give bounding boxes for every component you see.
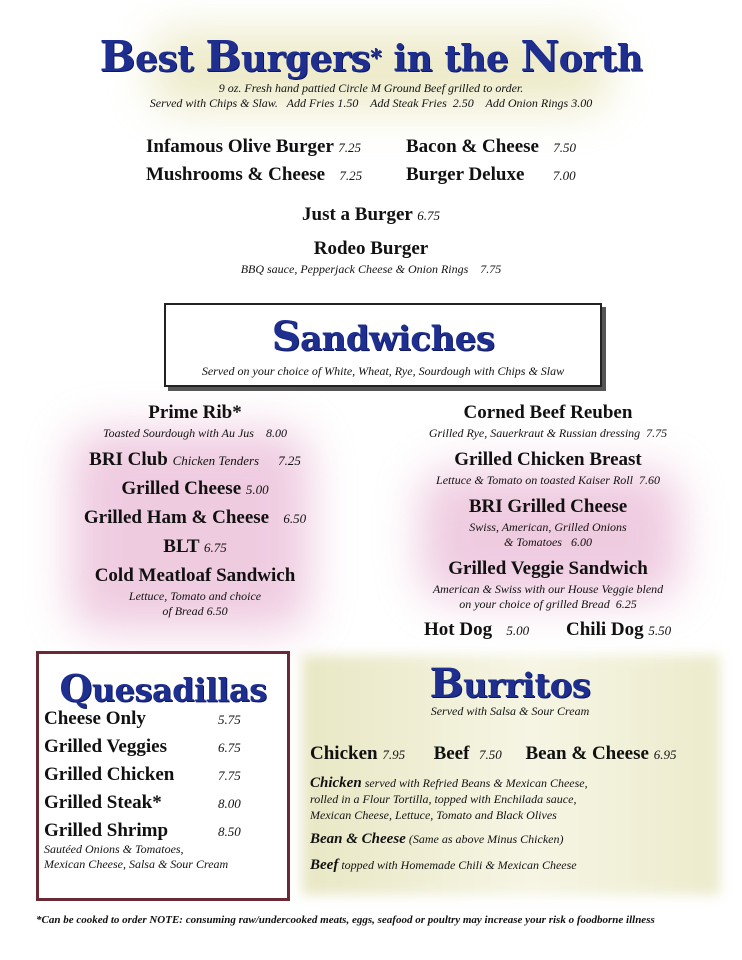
prime-rib-desc: Toasted Sourdough with Au Jus 8.00 (103, 426, 287, 440)
bri-grilled-cheese-name: BRI Grilled Cheese (468, 496, 628, 517)
meatloaf-desc-1: Lettuce, Tomato and choice (128, 589, 262, 603)
burger-item: Bacon & Cheese 7.50 (406, 136, 576, 157)
rodeo-burger-desc: BBQ sauce, Pepperjack Cheese & Onion Rings 7.75 (240, 262, 502, 276)
quesadilla-item: Cheese Only 5.75 (44, 708, 241, 729)
burrito-beef-desc: Beef topped with Homemade Chili & Mexican Cheese (310, 857, 577, 873)
burritos-subtitle: Served with Salsa & Sour Cream (430, 704, 590, 718)
burritos-title: Burritos (429, 660, 591, 707)
burrito-items: Chicken 7.95 Beef 7.50 Bean & Cheese 6.95 (310, 743, 677, 764)
burger-item: Mushrooms & Cheese 7.25 (146, 164, 363, 185)
quesadillas-title: Quesadillas (59, 666, 267, 710)
veggie-desc-1: American & Swiss with our House Veggie blend (432, 582, 664, 596)
bri-club: BRI Club Chicken Tenders 7.25 (89, 449, 301, 470)
burrito-chicken-desc: Chicken served with Refried Beans & Mexican Cheese, rolled in a Flour Tortilla, topped with Enchilada sauce, Mexican Cheese, Lettuce, Tomato and Black Olives (310, 775, 588, 822)
quesadilla-item: Grilled Veggies 6.75 (44, 736, 241, 757)
hot-dog: Hot Dog 5.00 (424, 619, 530, 640)
chili-dog: Chili Dog 5.50 (566, 619, 672, 640)
burger-item: Burger Deluxe 7.00 (406, 164, 576, 185)
reuben-name: Corned Beef Reuben (463, 402, 633, 423)
sandwiches-title: Sandwiches (271, 313, 495, 360)
blt: BLT 6.75 (163, 536, 227, 557)
burger-item: Just a Burger 6.75 (302, 204, 440, 225)
veggie-desc-2: on your choice of grilled Bread 6.25 (459, 597, 637, 611)
quesadillas-note-1: Sautéed Onions & Tomatoes, (44, 842, 184, 856)
meatloaf-name: Cold Meatloaf Sandwich (94, 565, 296, 586)
footer-note: *Can be cooked to order NOTE: consuming raw/undercooked meats, eggs, seafood or poultry may increase your risk o foodborne illness (36, 914, 655, 926)
quesadilla-item: Grilled Chicken 7.75 (44, 764, 241, 785)
chicken-breast-name: Grilled Chicken Breast (454, 449, 642, 470)
burgers-subtitle-2: Served with Chips & Slaw. Add Fries 1.50 Add Steak Fries 2.50 Add Onion Rings 3.00 (149, 96, 593, 110)
quesadillas-note-2: Mexican Cheese, Salsa & Sour Cream (44, 857, 229, 871)
grilled-ham-cheese: Grilled Ham & Cheese 6.50 (83, 507, 307, 528)
reuben-desc: Grilled Rye, Sauerkraut & Russian dressing 7.75 (428, 426, 668, 440)
sandwiches-left-column (60, 402, 330, 619)
chicken-breast-desc: Lettuce & Tomato on toasted Kaiser Roll 7.60 (436, 473, 660, 487)
quesadilla-item: Grilled Steak* 8.00 (44, 792, 241, 813)
burger-item: Infamous Olive Burger 7.25 (146, 136, 362, 157)
bri-grilled-cheese-desc-2: & Tomatoes 6.00 (504, 535, 592, 549)
burgers-subtitle-1: 9 oz. Fresh hand pattied Circle M Ground Beef grilled to order. (218, 81, 524, 95)
burgers-title: Best Burgers* in the North (99, 32, 643, 82)
bri-grilled-cheese-desc-1: Swiss, American, Grilled Onions (469, 520, 627, 534)
quesadilla-item: Grilled Shrimp 8.50 (44, 820, 241, 841)
sandwiches-right-column (400, 402, 696, 612)
veggie-name: Grilled Veggie Sandwich (448, 558, 648, 579)
quesadillas-list (44, 708, 280, 872)
sandwiches-header-box (164, 303, 602, 387)
rodeo-burger-name: Rodeo Burger (313, 238, 429, 259)
grilled-cheese: Grilled Cheese 5.00 (121, 478, 269, 499)
prime-rib-name: Prime Rib* (148, 402, 242, 423)
meatloaf-desc-2: of Bread 6.50 (162, 604, 228, 618)
sandwiches-subtitle: Served on your choice of White, Wheat, Rye, Sourdough with Chips & Slaw (201, 364, 565, 378)
burrito-bean-desc: Bean & Cheese (Same as above Minus Chicken) (310, 831, 564, 847)
